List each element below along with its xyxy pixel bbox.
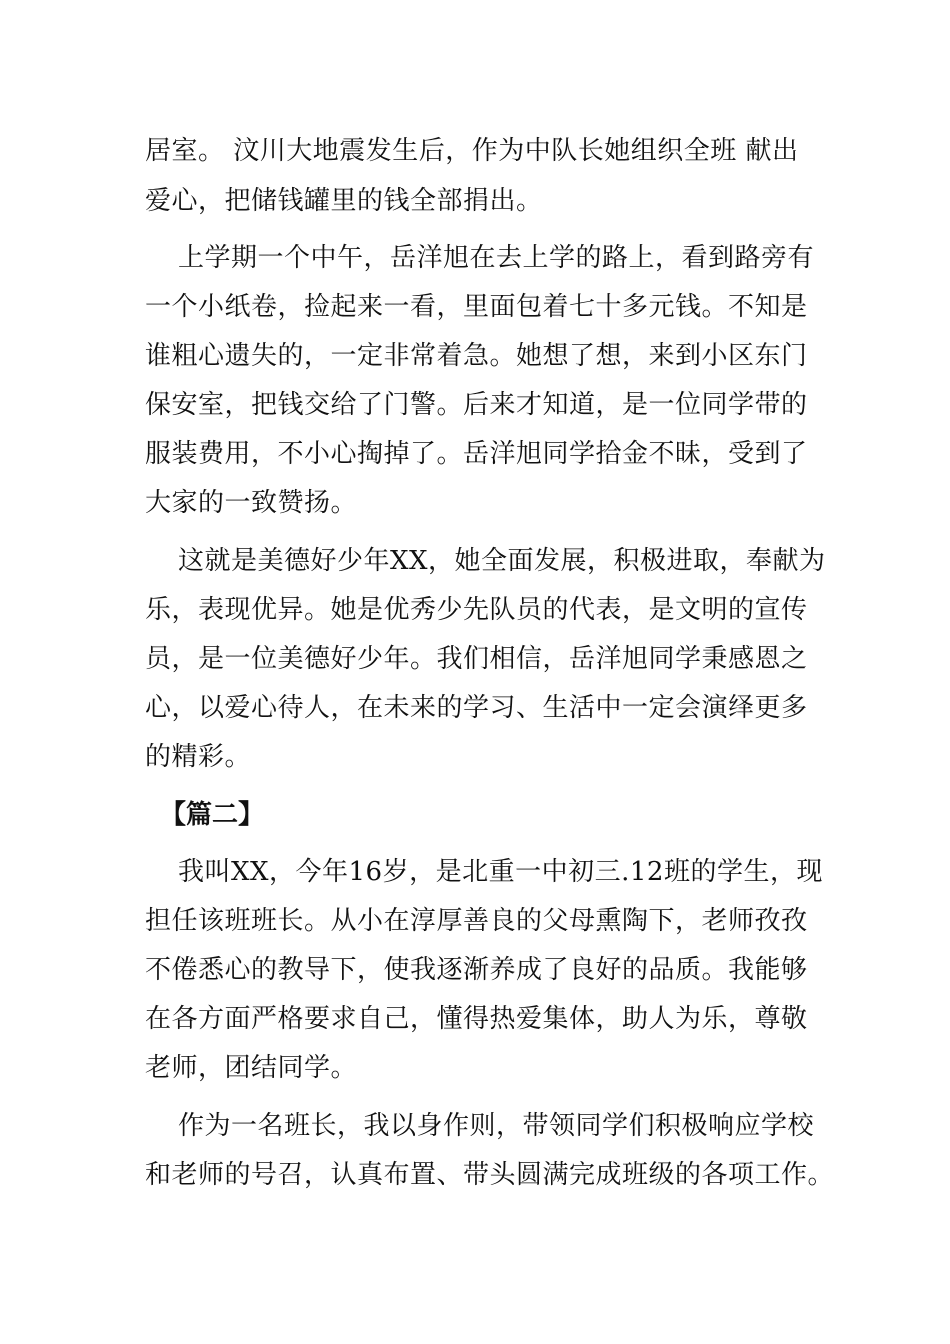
paragraph-2-line-1: 上学期一个中午，岳洋旭在去上学的路上，看到路旁有 (178, 243, 815, 273)
paragraph-1-line-2: 爱心，把储钱罐里的钱全部捐出。 (145, 186, 543, 216)
paragraph-3-line-4: 心，以爱心待人，在未来的学习、生活中一定会演绎更多 (145, 693, 808, 723)
paragraph-2-line-4: 保安室，把钱交给了门警。后来才知道，是一位同学带的 (145, 390, 808, 420)
paragraph-4-line-1: 我叫XX，今年16岁，是北重一中初三.12班的学生，现 (178, 857, 823, 887)
paragraph-5-line-2: 和老师的号召，认真布置、带头圆满完成班级的各项工作。 (145, 1160, 835, 1190)
paragraph-3-line-5: 的精彩。 (145, 742, 252, 772)
paragraph-5-line-1: 作为一名班长，我以身作则，带领同学们积极响应学校 (178, 1111, 815, 1141)
paragraph-3-line-3: 员，是一位美德好少年。我们相信，岳洋旭同学秉感恩之 (145, 644, 808, 674)
paragraph-3-line-1: 这就是美德好少年XX，她全面发展，积极进取，奉献为 (178, 546, 826, 576)
paragraph-2-line-6: 大家的一致赞扬。 (145, 488, 358, 518)
paragraph-4-line-4: 在各方面严格要求自己，懂得热爱集体，助人为乐，尊敬 (145, 1004, 808, 1034)
paragraph-2-line-5: 服装费用，不小心掏掉了。岳洋旭同学拾金不昧，受到了 (145, 439, 808, 469)
paragraph-4-line-2: 担任该班班长。从小在淳厚善良的父母熏陶下，老师孜孜 (145, 906, 808, 936)
paragraph-2-line-2: 一个小纸卷，捡起来一看，里面包着七十多元钱。不知是 (145, 292, 808, 322)
paragraph-2-line-3: 谁粗心遗失的，一定非常着急。她想了想，来到小区东门 (145, 341, 808, 371)
paragraph-3-line-2: 乐，表现优异。她是优秀少先队员的代表，是文明的宣传 (145, 595, 808, 625)
section-heading: 【篇二】 (160, 800, 265, 830)
paragraph-4-line-5: 老师，团结同学。 (145, 1053, 358, 1083)
paragraph-4-line-3: 不倦悉心的教导下，使我逐渐养成了良好的品质。我能够 (145, 955, 808, 985)
paragraph-1-line-1: 居室。 汶川大地震发生后，作为中队长她组织全班 献出 (145, 136, 799, 166)
